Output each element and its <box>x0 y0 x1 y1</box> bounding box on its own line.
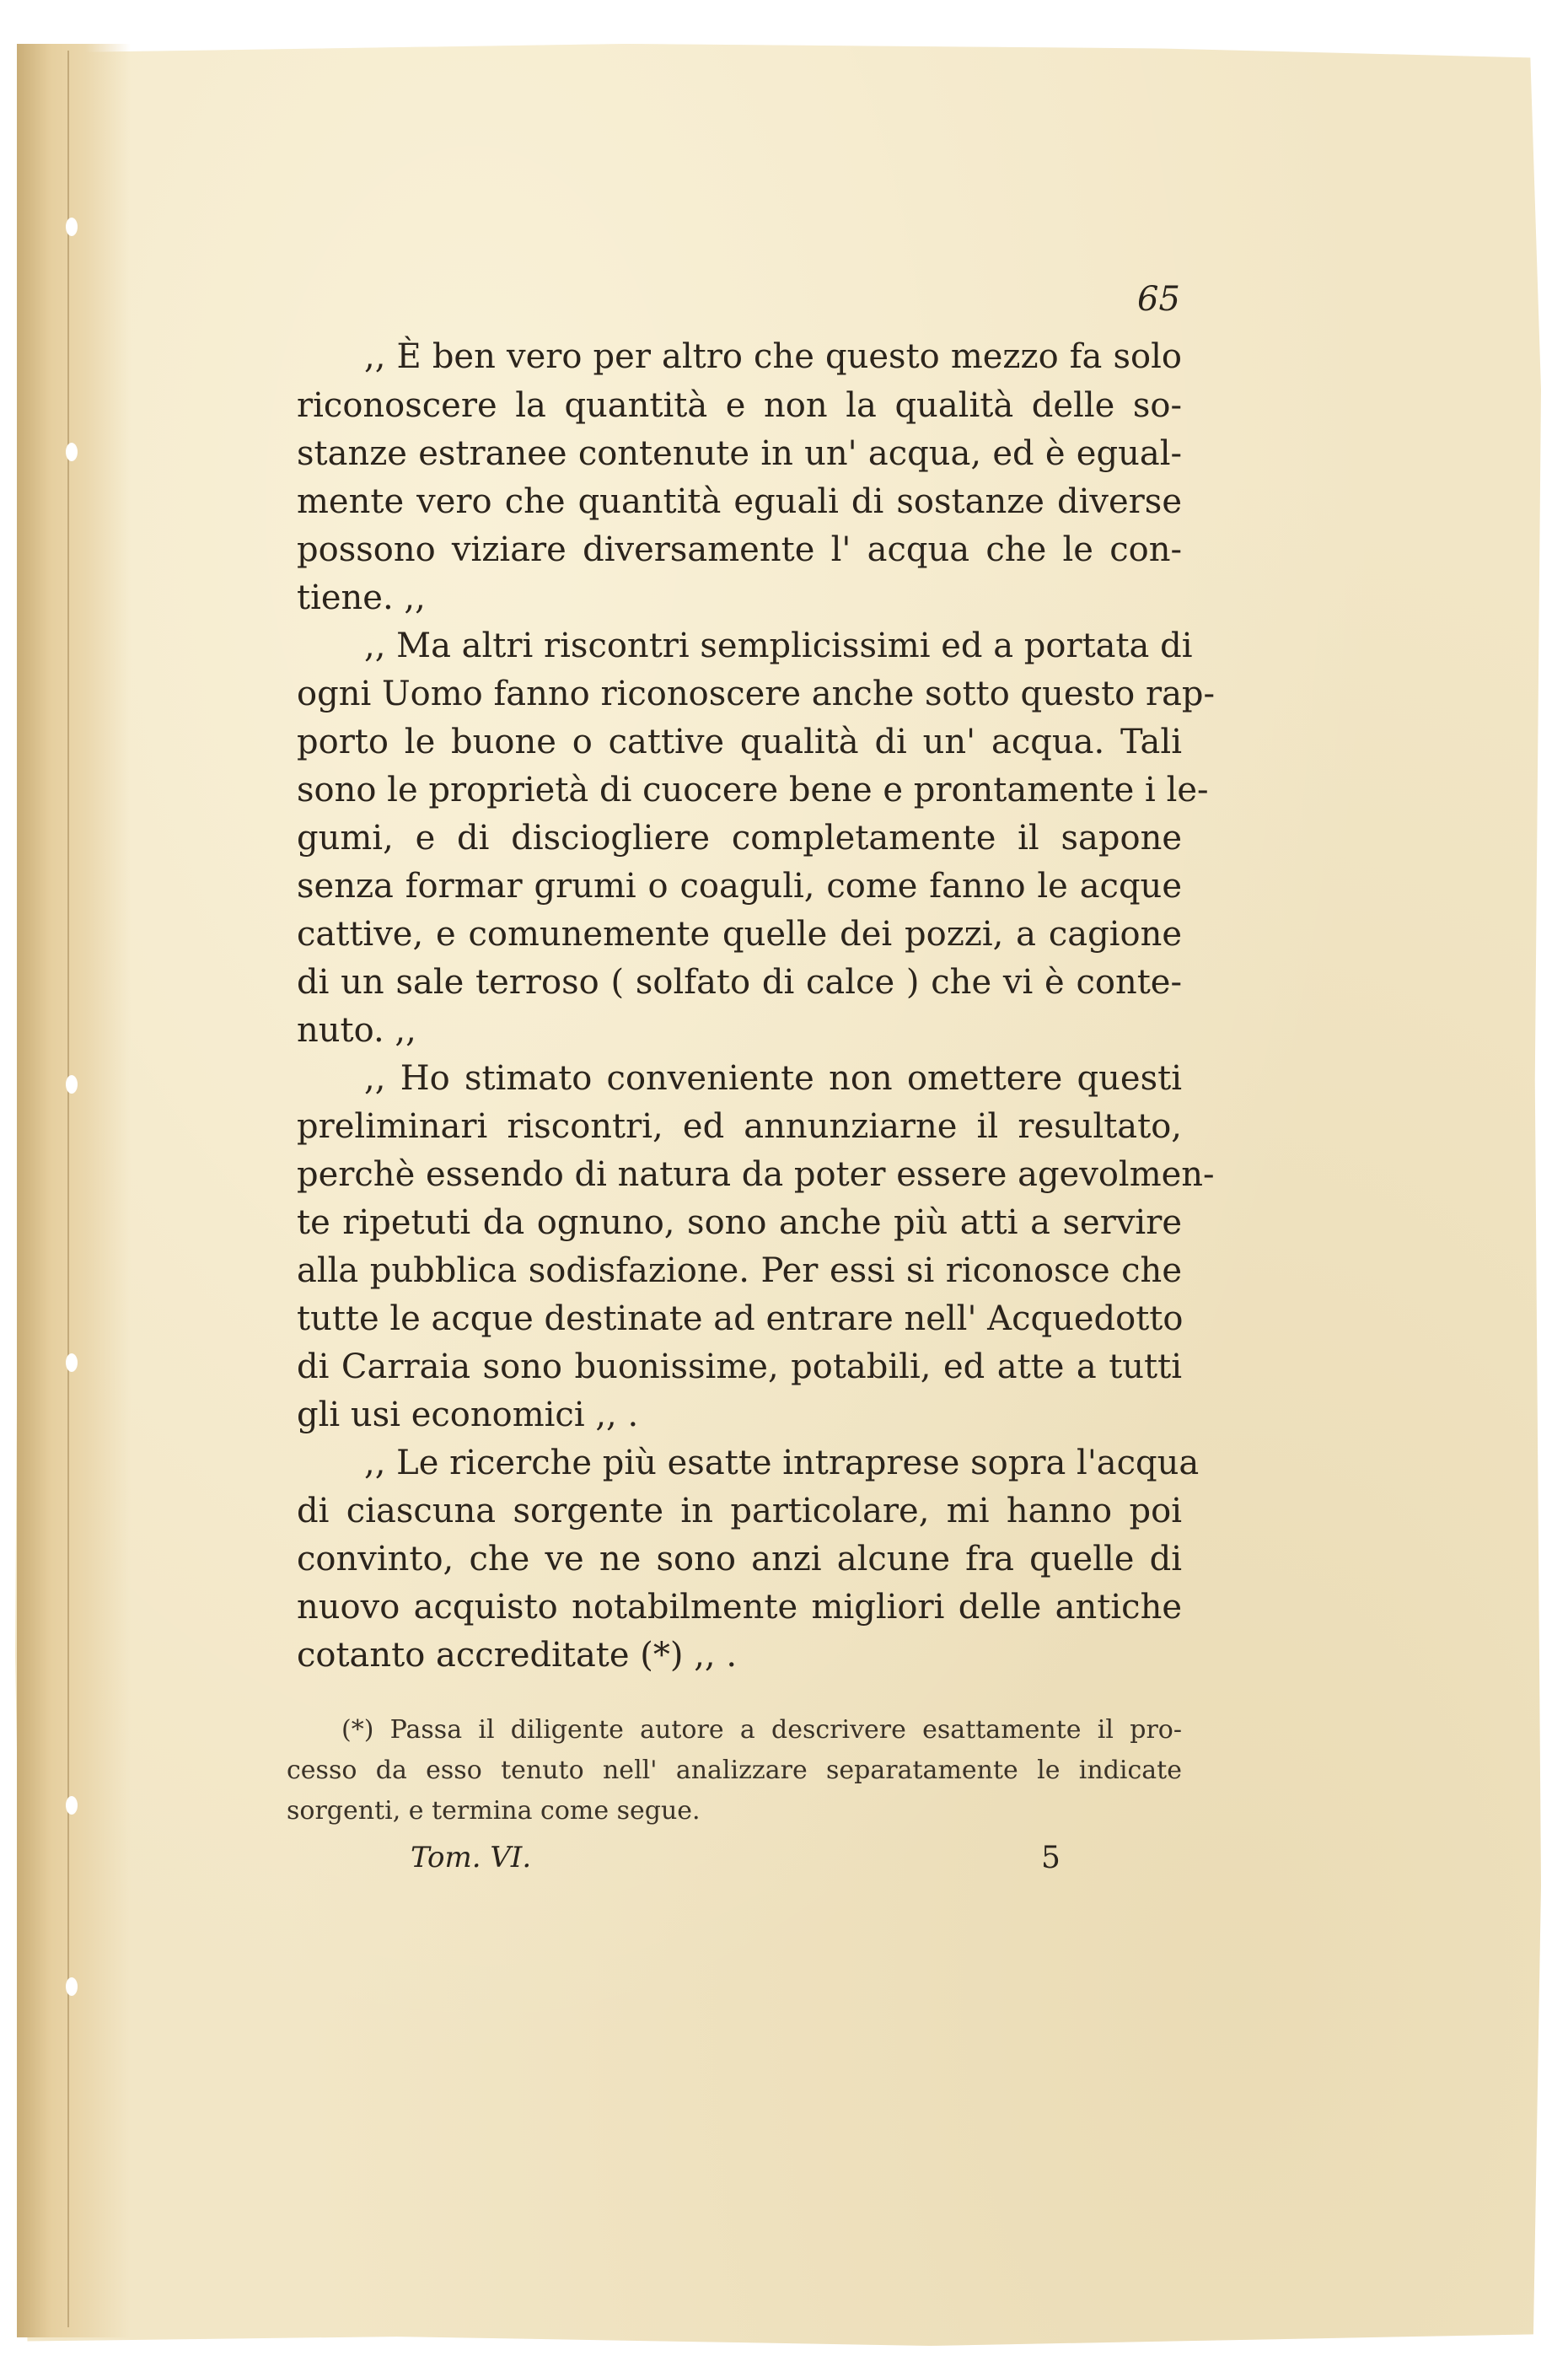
volume-signature: Tom. VI. <box>411 1841 532 1874</box>
text-line: ,, Ho stimato conveniente non omettere questi <box>364 1059 1182 1098</box>
text-line: mente vero che quantità eguali di sostanze diverse <box>297 482 1182 521</box>
text-line: senza formar grumi o coaguli, come fanno le acque <box>297 867 1182 906</box>
text-line: nuovo acquisto notabilmente migliori delle antiche <box>297 1588 1182 1627</box>
text-line: tiene. ,, <box>297 578 426 617</box>
gathering-signature: 5 <box>1041 1841 1061 1875</box>
text-line: cattive, e comunemente quelle dei pozzi, a cagione <box>297 915 1182 954</box>
text-line: gumi, e di disciogliere completamente il sapone <box>297 819 1182 858</box>
footnote-line: sorgenti, e termina come segue. <box>287 1796 701 1826</box>
text-line: riconoscere la quantità e non la qualità delle so- <box>297 386 1182 425</box>
text-line: di Carraia sono buonissime, potabili, ed atte a tutti <box>297 1347 1182 1386</box>
binding-hole <box>66 1977 78 1996</box>
text-line: ogni Uomo fanno riconoscere anche sotto questo rap- <box>297 675 1216 713</box>
text-line: convinto, che ve ne sono anzi alcune fra quelle di <box>297 1540 1182 1578</box>
text-line: preliminari riscontri, ed annunziarne il resultato, <box>297 1107 1182 1146</box>
text-line: ,, Ma altri riscontri semplicissimi ed a portata di <box>364 627 1193 665</box>
text-line: cotanto accreditate (*) ,, . <box>297 1636 738 1675</box>
binding-hole <box>66 1796 78 1815</box>
text-line: perchè essendo di natura da poter essere agevolmen- <box>297 1155 1215 1194</box>
text-line: gli usi economici ,, . <box>297 1396 639 1434</box>
text-line: stanze estranee contenute in un' acqua, ed è egual- <box>297 434 1182 473</box>
text-line: sono le proprietà di cuocere bene e prontamente i le- <box>297 771 1209 809</box>
footnote-line: cesso da esso tenuto nell' analizzare separatamente le indicate <box>287 1756 1182 1785</box>
text-line: te ripetuti da ognuno, sono anche più atti a servire <box>297 1203 1182 1242</box>
text-line: porto le buone o cattive qualità di un' acqua. Tali <box>297 723 1182 761</box>
binding-hole <box>66 218 78 236</box>
binding-hole <box>66 1353 78 1372</box>
text-line: ,, Le ricerche più esatte intraprese sopra l'acqua <box>364 1444 1200 1482</box>
binding-hole <box>66 1075 78 1094</box>
text-line: di un sale terroso ( solfato di calce ) che vi è conte- <box>297 963 1182 1002</box>
text-line: alla pubblica sodisfazione. Per essi si riconosce che <box>297 1251 1182 1290</box>
binding-hole <box>66 443 78 461</box>
text-line: possono viziare diversamente l' acqua che le con- <box>297 530 1182 569</box>
footnote-line: (*) Passa il diligente autore a descrivere esattamente il pro- <box>341 1715 1182 1745</box>
text-line: ,, È ben vero per altro che questo mezzo fa solo <box>364 337 1182 376</box>
text-line: di ciascuna sorgente in particolare, mi hanno poi <box>297 1492 1182 1530</box>
text-line: nuto. ,, <box>297 1011 416 1050</box>
text-line: tutte le acque destinate ad entrare nell' Acquedotto <box>297 1299 1184 1338</box>
page-number: 65 <box>1137 280 1180 319</box>
